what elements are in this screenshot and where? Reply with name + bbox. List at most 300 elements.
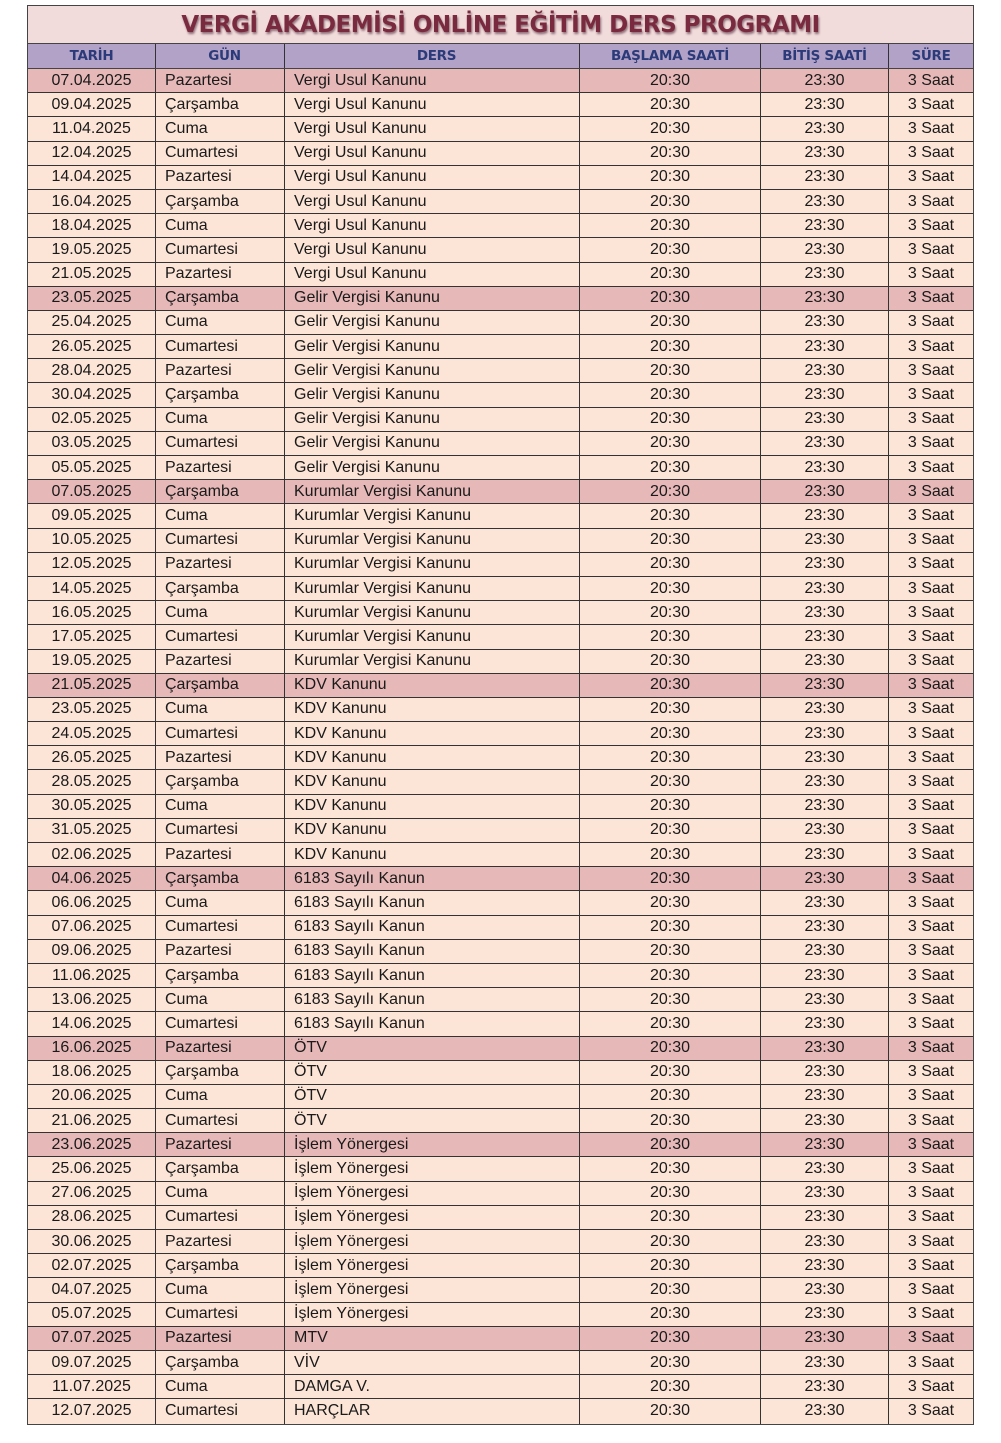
cell-end: 23:30 — [761, 795, 889, 818]
cell-date: 07.05.2025 — [28, 480, 156, 503]
cell-course: VİV — [285, 1351, 580, 1374]
schedule-table — [27, 5, 974, 1425]
cell-duration: 3 Saat — [907, 1232, 955, 1250]
cell-end: 23:30 — [761, 843, 889, 866]
cell-duration: 3 Saat — [907, 95, 955, 113]
cell-day: Pazartesi — [156, 1133, 285, 1156]
cell-start: 20:30 — [580, 1303, 761, 1326]
cell-duration: 3 Saat — [907, 71, 955, 89]
cell-course: KDV Kanunu — [285, 819, 580, 842]
table-row — [28, 650, 973, 674]
cell-start: 20:30 — [580, 1133, 761, 1156]
cell-duration: 3 Saat — [907, 434, 955, 452]
table-row — [28, 1278, 973, 1302]
table-row — [28, 722, 973, 746]
cell-start: 20:30 — [580, 1351, 761, 1374]
cell-start: 20:30 — [580, 335, 761, 358]
cell-day: Cuma — [156, 1085, 285, 1108]
cell-end: 23:30 — [761, 93, 889, 116]
cell-day: Çarşamba — [156, 1157, 285, 1180]
cell-day: Cumartesi — [156, 1303, 285, 1326]
cell-duration: 3 Saat — [907, 1353, 955, 1371]
cell-end: 23:30 — [761, 650, 889, 673]
cell-duration: 3 Saat — [907, 652, 955, 670]
cell-start: 20:30 — [580, 988, 761, 1011]
table-body — [28, 69, 973, 1424]
cell-duration: 3 Saat — [907, 1329, 955, 1347]
cell-date: 26.05.2025 — [28, 746, 156, 769]
cell-end: 23:30 — [761, 432, 889, 455]
cell-start: 20:30 — [580, 795, 761, 818]
cell-course: İşlem Yönergesi — [285, 1230, 580, 1253]
cell-start: 20:30 — [580, 432, 761, 455]
cell-date: 28.05.2025 — [28, 770, 156, 793]
cell-day: Çarşamba — [156, 190, 285, 213]
table-row — [28, 432, 973, 456]
cell-end: 23:30 — [761, 601, 889, 624]
cell-date: 19.05.2025 — [28, 650, 156, 673]
cell-start: 20:30 — [580, 1109, 761, 1132]
cell-date: 12.05.2025 — [28, 553, 156, 576]
cell-date: 28.04.2025 — [28, 359, 156, 382]
cell-day: Cuma — [156, 795, 285, 818]
cell-duration: 3 Saat — [907, 1160, 955, 1178]
cell-start: 20:30 — [580, 1230, 761, 1253]
cell-duration: 3 Saat — [907, 869, 955, 887]
cell-start: 20:30 — [580, 1327, 761, 1350]
cell-end: 23:30 — [761, 722, 889, 745]
table-row — [28, 553, 973, 577]
cell-course: Kurumlar Vergisi Kanunu — [285, 553, 580, 576]
cell-day: Cuma — [156, 1182, 285, 1205]
cell-date: 09.04.2025 — [28, 93, 156, 116]
cell-course: KDV Kanunu — [285, 674, 580, 697]
table-row — [28, 819, 973, 843]
cell-duration: 3 Saat — [907, 119, 955, 137]
cell-course: Gelir Vergisi Kanunu — [285, 359, 580, 382]
cell-start: 20:30 — [580, 359, 761, 382]
cell-date: 20.06.2025 — [28, 1085, 156, 1108]
cell-start: 20:30 — [580, 843, 761, 866]
cell-day: Cumartesi — [156, 1109, 285, 1132]
cell-start: 20:30 — [580, 867, 761, 890]
cell-duration: 3 Saat — [907, 845, 955, 863]
cell-day: Cumartesi — [156, 142, 285, 165]
cell-day: Pazartesi — [156, 553, 285, 576]
cell-end: 23:30 — [761, 529, 889, 552]
table-row — [28, 1157, 973, 1181]
cell-end: 23:30 — [761, 166, 889, 189]
cell-end: 23:30 — [761, 456, 889, 479]
cell-day: Pazartesi — [156, 650, 285, 673]
cell-end: 23:30 — [761, 408, 889, 431]
cell-start: 20:30 — [580, 1085, 761, 1108]
cell-course: HARÇLAR — [285, 1399, 580, 1423]
table-header-row — [28, 44, 973, 69]
cell-date: 23.06.2025 — [28, 1133, 156, 1156]
cell-start: 20:30 — [580, 311, 761, 334]
cell-day: Çarşamba — [156, 1254, 285, 1277]
cell-course: Vergi Usul Kanunu — [285, 117, 580, 140]
cell-date: 12.04.2025 — [28, 142, 156, 165]
cell-day: Cumartesi — [156, 432, 285, 455]
cell-end: 23:30 — [761, 867, 889, 890]
cell-date: 14.05.2025 — [28, 577, 156, 600]
table-row — [28, 408, 973, 432]
table-row — [28, 480, 973, 504]
cell-start: 20:30 — [580, 166, 761, 189]
cell-date: 14.06.2025 — [28, 1012, 156, 1035]
header-baslama-saati: BAŞLAMA SAATİ — [580, 44, 761, 68]
cell-start: 20:30 — [580, 1375, 761, 1398]
cell-course: ÖTV — [285, 1085, 580, 1108]
cell-day: Cumartesi — [156, 819, 285, 842]
cell-end: 23:30 — [761, 988, 889, 1011]
cell-day: Pazartesi — [156, 940, 285, 963]
cell-date: 09.05.2025 — [28, 504, 156, 527]
cell-start: 20:30 — [580, 1278, 761, 1301]
cell-day: Pazartesi — [156, 456, 285, 479]
cell-course: DAMGA V. — [285, 1375, 580, 1398]
table-row — [28, 456, 973, 480]
table-row — [28, 214, 973, 238]
cell-day: Çarşamba — [156, 1061, 285, 1084]
table-row — [28, 69, 973, 93]
cell-end: 23:30 — [761, 1230, 889, 1253]
cell-day: Pazartesi — [156, 166, 285, 189]
cell-course: Kurumlar Vergisi Kanunu — [285, 625, 580, 648]
cell-course: 6183 Sayılı Kanun — [285, 1012, 580, 1035]
table-row — [28, 843, 973, 867]
cell-date: 25.04.2025 — [28, 311, 156, 334]
cell-date: 21.06.2025 — [28, 1109, 156, 1132]
cell-end: 23:30 — [761, 1278, 889, 1301]
cell-course: Vergi Usul Kanunu — [285, 142, 580, 165]
cell-day: Cumartesi — [156, 335, 285, 358]
cell-date: 23.05.2025 — [28, 698, 156, 721]
cell-course: 6183 Sayılı Kanun — [285, 940, 580, 963]
cell-start: 20:30 — [580, 1157, 761, 1180]
cell-end: 23:30 — [761, 190, 889, 213]
table-row — [28, 867, 973, 891]
cell-end: 23:30 — [761, 117, 889, 140]
table-row — [28, 698, 973, 722]
cell-course: 6183 Sayılı Kanun — [285, 988, 580, 1011]
cell-duration: 3 Saat — [907, 1087, 955, 1105]
cell-date: 05.05.2025 — [28, 456, 156, 479]
cell-day: Çarşamba — [156, 1351, 285, 1374]
cell-date: 04.07.2025 — [28, 1278, 156, 1301]
cell-duration: 3 Saat — [907, 337, 955, 355]
cell-duration: 3 Saat — [907, 676, 955, 694]
cell-duration: 3 Saat — [907, 990, 955, 1008]
header-ders: DERS — [285, 44, 580, 68]
cell-course: Gelir Vergisi Kanunu — [285, 383, 580, 406]
table-row — [28, 1037, 973, 1061]
cell-date: 04.06.2025 — [28, 867, 156, 890]
cell-course: KDV Kanunu — [285, 746, 580, 769]
cell-duration: 3 Saat — [907, 289, 955, 307]
cell-course: Gelir Vergisi Kanunu — [285, 335, 580, 358]
cell-date: 02.05.2025 — [28, 408, 156, 431]
cell-date: 11.04.2025 — [28, 117, 156, 140]
cell-day: Çarşamba — [156, 577, 285, 600]
cell-course: KDV Kanunu — [285, 843, 580, 866]
cell-date: 11.06.2025 — [28, 964, 156, 987]
cell-duration: 3 Saat — [907, 1063, 955, 1081]
header-bitis-saati: BİTİŞ SAATİ — [761, 44, 889, 68]
cell-duration: 3 Saat — [907, 361, 955, 379]
cell-start: 20:30 — [580, 1061, 761, 1084]
cell-end: 23:30 — [761, 1061, 889, 1084]
table-row — [28, 1254, 973, 1278]
table-row — [28, 988, 973, 1012]
cell-date: 30.06.2025 — [28, 1230, 156, 1253]
cell-start: 20:30 — [580, 891, 761, 914]
cell-day: Çarşamba — [156, 867, 285, 890]
cell-end: 23:30 — [761, 69, 889, 92]
cell-day: Cuma — [156, 988, 285, 1011]
cell-course: 6183 Sayılı Kanun — [285, 916, 580, 939]
cell-duration: 3 Saat — [907, 893, 955, 911]
table-row — [28, 940, 973, 964]
cell-course: 6183 Sayılı Kanun — [285, 891, 580, 914]
cell-duration: 3 Saat — [907, 1184, 955, 1202]
cell-end: 23:30 — [761, 263, 889, 286]
cell-duration: 3 Saat — [907, 966, 955, 984]
cell-start: 20:30 — [580, 650, 761, 673]
cell-start: 20:30 — [580, 456, 761, 479]
cell-day: Pazartesi — [156, 843, 285, 866]
table-row — [28, 1206, 973, 1230]
cell-course: Vergi Usul Kanunu — [285, 238, 580, 261]
cell-end: 23:30 — [761, 1133, 889, 1156]
table-row — [28, 190, 973, 214]
table-row — [28, 335, 973, 359]
cell-course: Gelir Vergisi Kanunu — [285, 311, 580, 334]
cell-start: 20:30 — [580, 529, 761, 552]
cell-end: 23:30 — [761, 577, 889, 600]
cell-day: Cuma — [156, 214, 285, 237]
cell-start: 20:30 — [580, 819, 761, 842]
cell-date: 12.07.2025 — [28, 1399, 156, 1423]
cell-course: Kurumlar Vergisi Kanunu — [285, 650, 580, 673]
table-row — [28, 166, 973, 190]
cell-duration: 3 Saat — [907, 458, 955, 476]
cell-end: 23:30 — [761, 940, 889, 963]
cell-course: ÖTV — [285, 1109, 580, 1132]
table-row — [28, 311, 973, 335]
table-row — [28, 238, 973, 262]
cell-course: ÖTV — [285, 1037, 580, 1060]
table-row — [28, 625, 973, 649]
cell-end: 23:30 — [761, 1303, 889, 1326]
cell-duration: 3 Saat — [907, 1377, 955, 1395]
cell-date: 17.05.2025 — [28, 625, 156, 648]
cell-day: Cuma — [156, 408, 285, 431]
cell-duration: 3 Saat — [907, 482, 955, 500]
cell-start: 20:30 — [580, 117, 761, 140]
cell-course: Vergi Usul Kanunu — [285, 190, 580, 213]
cell-course: Kurumlar Vergisi Kanunu — [285, 577, 580, 600]
cell-start: 20:30 — [580, 601, 761, 624]
cell-end: 23:30 — [761, 891, 889, 914]
cell-course: İşlem Yönergesi — [285, 1303, 580, 1326]
cell-course: Vergi Usul Kanunu — [285, 93, 580, 116]
cell-end: 23:30 — [761, 1085, 889, 1108]
table-row — [28, 964, 973, 988]
cell-start: 20:30 — [580, 746, 761, 769]
table-row — [28, 359, 973, 383]
cell-course: Kurumlar Vergisi Kanunu — [285, 480, 580, 503]
cell-end: 23:30 — [761, 1399, 889, 1423]
cell-course: 6183 Sayılı Kanun — [285, 867, 580, 890]
table-row — [28, 746, 973, 770]
cell-day: Çarşamba — [156, 964, 285, 987]
table-row — [28, 1230, 973, 1254]
cell-start: 20:30 — [580, 142, 761, 165]
cell-start: 20:30 — [580, 504, 761, 527]
cell-course: MTV — [285, 1327, 580, 1350]
cell-course: KDV Kanunu — [285, 770, 580, 793]
cell-course: İşlem Yönergesi — [285, 1157, 580, 1180]
table-row — [28, 1061, 973, 1085]
table-row — [28, 770, 973, 794]
table-row — [28, 1351, 973, 1375]
table-row — [28, 117, 973, 141]
cell-date: 23.05.2025 — [28, 287, 156, 310]
cell-day: Cuma — [156, 1278, 285, 1301]
cell-duration: 3 Saat — [907, 1256, 955, 1274]
cell-course: Vergi Usul Kanunu — [285, 214, 580, 237]
cell-duration: 3 Saat — [907, 1135, 955, 1153]
cell-duration: 3 Saat — [907, 313, 955, 331]
cell-course: KDV Kanunu — [285, 698, 580, 721]
cell-day: Cumartesi — [156, 1399, 285, 1423]
cell-end: 23:30 — [761, 1182, 889, 1205]
cell-duration: 3 Saat — [907, 506, 955, 524]
cell-day: Pazartesi — [156, 746, 285, 769]
cell-end: 23:30 — [761, 1037, 889, 1060]
cell-date: 28.06.2025 — [28, 1206, 156, 1229]
cell-date: 19.05.2025 — [28, 238, 156, 261]
table-row — [28, 93, 973, 117]
cell-date: 09.06.2025 — [28, 940, 156, 963]
cell-day: Çarşamba — [156, 674, 285, 697]
cell-date: 26.05.2025 — [28, 335, 156, 358]
table-row — [28, 1012, 973, 1036]
cell-start: 20:30 — [580, 964, 761, 987]
cell-date: 13.06.2025 — [28, 988, 156, 1011]
cell-start: 20:30 — [580, 577, 761, 600]
cell-duration: 3 Saat — [907, 168, 955, 186]
cell-end: 23:30 — [761, 1157, 889, 1180]
cell-date: 07.06.2025 — [28, 916, 156, 939]
cell-course: KDV Kanunu — [285, 795, 580, 818]
table-row — [28, 383, 973, 407]
cell-date: 31.05.2025 — [28, 819, 156, 842]
table-row — [28, 504, 973, 528]
cell-duration: 3 Saat — [907, 821, 955, 839]
cell-start: 20:30 — [580, 770, 761, 793]
cell-day: Cuma — [156, 891, 285, 914]
cell-start: 20:30 — [580, 940, 761, 963]
cell-date: 21.05.2025 — [28, 263, 156, 286]
cell-date: 09.07.2025 — [28, 1351, 156, 1374]
cell-duration: 3 Saat — [907, 748, 955, 766]
table-row — [28, 795, 973, 819]
cell-start: 20:30 — [580, 287, 761, 310]
cell-course: Kurumlar Vergisi Kanunu — [285, 529, 580, 552]
cell-end: 23:30 — [761, 819, 889, 842]
cell-start: 20:30 — [580, 190, 761, 213]
cell-date: 10.05.2025 — [28, 529, 156, 552]
cell-start: 20:30 — [580, 480, 761, 503]
cell-day: Pazartesi — [156, 1327, 285, 1350]
table-row — [28, 1303, 973, 1327]
cell-day: Cumartesi — [156, 1206, 285, 1229]
cell-duration: 3 Saat — [907, 1208, 955, 1226]
cell-day: Cumartesi — [156, 916, 285, 939]
table-row — [28, 1399, 973, 1423]
cell-end: 23:30 — [761, 625, 889, 648]
cell-course: ÖTV — [285, 1061, 580, 1084]
table-row — [28, 601, 973, 625]
cell-course: İşlem Yönergesi — [285, 1206, 580, 1229]
cell-day: Çarşamba — [156, 93, 285, 116]
cell-day: Cumartesi — [156, 722, 285, 745]
cell-day: Cumartesi — [156, 238, 285, 261]
cell-end: 23:30 — [761, 553, 889, 576]
cell-duration: 3 Saat — [907, 216, 955, 234]
cell-end: 23:30 — [761, 383, 889, 406]
cell-end: 23:30 — [761, 287, 889, 310]
cell-start: 20:30 — [580, 625, 761, 648]
cell-day: Çarşamba — [156, 287, 285, 310]
cell-date: 18.06.2025 — [28, 1061, 156, 1084]
cell-end: 23:30 — [761, 311, 889, 334]
cell-duration: 3 Saat — [907, 1280, 955, 1298]
cell-day: Cumartesi — [156, 1012, 285, 1035]
cell-start: 20:30 — [580, 916, 761, 939]
cell-day: Cuma — [156, 1375, 285, 1398]
cell-date: 21.05.2025 — [28, 674, 156, 697]
table-row — [28, 577, 973, 601]
cell-day: Çarşamba — [156, 383, 285, 406]
cell-course: İşlem Yönergesi — [285, 1254, 580, 1277]
cell-course: Vergi Usul Kanunu — [285, 166, 580, 189]
cell-duration: 3 Saat — [907, 386, 955, 404]
page-title: VERGİ AKADEMİSİ ONLİNE EĞİTİM DERS PROGRAMI — [28, 6, 973, 44]
cell-date: 27.06.2025 — [28, 1182, 156, 1205]
cell-course: KDV Kanunu — [285, 722, 580, 745]
cell-end: 23:30 — [761, 746, 889, 769]
cell-date: 03.05.2025 — [28, 432, 156, 455]
cell-course: Kurumlar Vergisi Kanunu — [285, 504, 580, 527]
cell-end: 23:30 — [761, 674, 889, 697]
cell-end: 23:30 — [761, 1206, 889, 1229]
cell-start: 20:30 — [580, 214, 761, 237]
cell-duration: 3 Saat — [907, 192, 955, 210]
cell-start: 20:30 — [580, 674, 761, 697]
cell-date: 11.07.2025 — [28, 1375, 156, 1398]
cell-course: Gelir Vergisi Kanunu — [285, 408, 580, 431]
cell-duration: 3 Saat — [907, 1402, 955, 1420]
cell-course: Gelir Vergisi Kanunu — [285, 456, 580, 479]
cell-duration: 3 Saat — [907, 942, 955, 960]
cell-course: Vergi Usul Kanunu — [285, 263, 580, 286]
cell-end: 23:30 — [761, 142, 889, 165]
